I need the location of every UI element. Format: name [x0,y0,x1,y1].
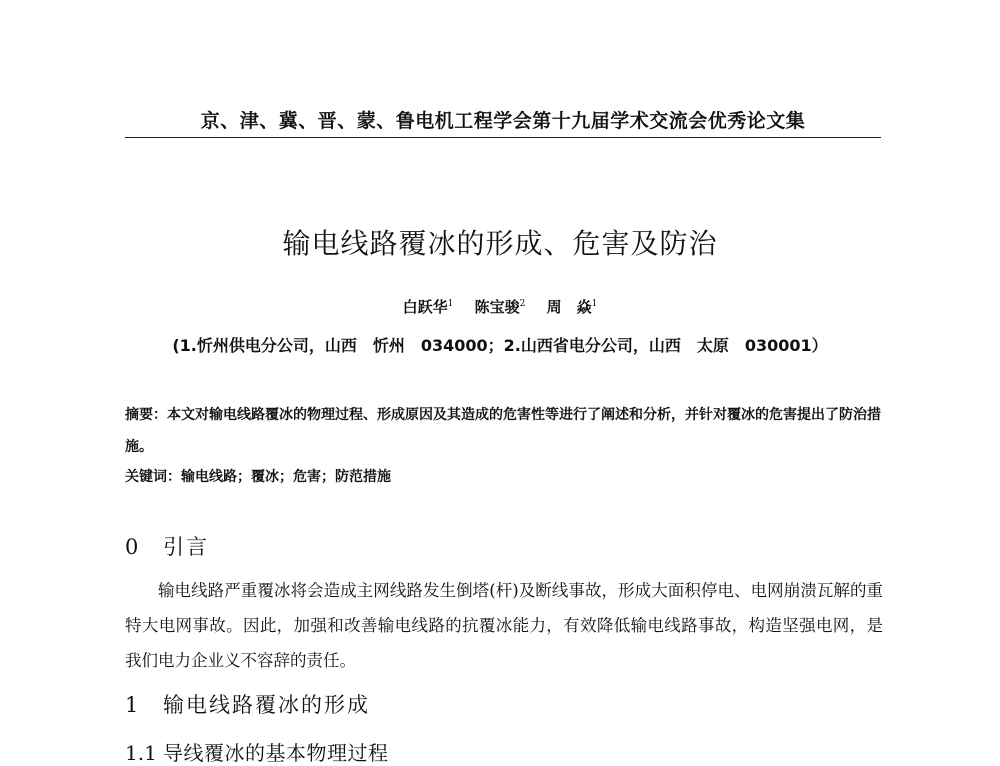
section-number: 0 [125,535,139,559]
section-title: 输电线路覆冰的形成 [163,693,370,717]
intro-paragraph: 输电线路严重覆冰将会造成主网线路发生倒塔(杆)及断线事故，形成大面积停电、电网崩溃瓦解的重特大电网事故。因此，加强和改善输电线路的抗覆冰能力，有效降低输电线路事故，构造坚强电网，是我们电力企业义不容辞的责任。 [125,581,883,670]
paper-title: 输电线路覆冰的形成、危害及防治 [282,227,718,260]
running-header: 京、津、冀、晋、蒙、鲁电机工程学会第十九届学术交流会优秀论文集 [200,110,806,132]
keywords-label: 关键词： [125,469,181,485]
section-heading-introduction [125,531,209,561]
header-rule [125,137,881,138]
author-name: 白跃华 [402,298,448,316]
abstract-label: 摘要： [125,407,167,423]
author-name: 陈宝骏 [474,298,520,316]
author-affiliation-mark: 1 [591,299,598,309]
section-title: 引言 [163,535,209,559]
author-affiliation-mark: 2 [519,299,526,309]
author-affiliation-mark: 1 [447,299,454,309]
section-number: 1.1 [125,741,157,765]
section-heading-formation [125,689,370,719]
keywords [125,466,881,486]
abstract-text: 本文对输电线路覆冰的物理过程、形成原因及其造成的危害性等进行了阐述和分析，并针对覆冰的危害提出了防治措施。 [125,407,881,455]
author-list [0,296,1000,317]
author-name: 周 焱 [546,298,592,316]
author-1 [403,298,454,316]
author-2 [475,298,526,316]
abstract [125,399,881,463]
author-3 [547,298,598,316]
affiliations: (1.忻州供电分公司，山西 忻州 034000；2.山西省电分公司，山西 太原 030001） [172,336,828,355]
section-number: 1 [125,693,139,717]
subsection-heading-physical-process [125,737,389,766]
section-title: 导线覆冰的基本物理过程 [163,741,389,765]
keywords-text: 输电线路；覆冰；危害；防范措施 [181,469,391,485]
